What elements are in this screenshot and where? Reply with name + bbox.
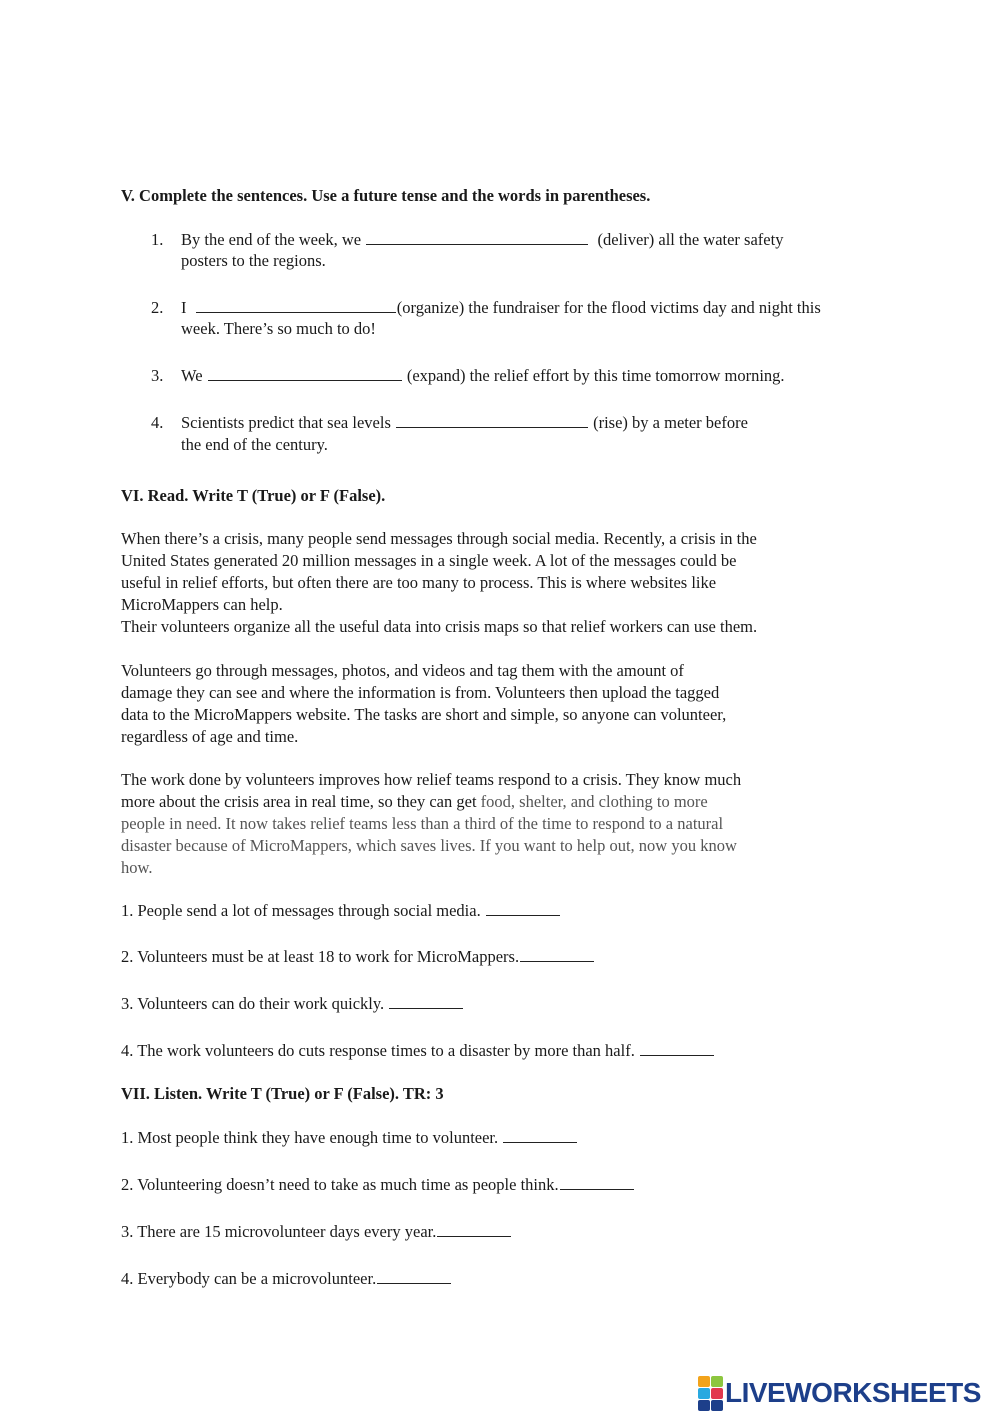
p3-line: more about the crisis area in real time, so they can get food, shelter, and clothing to more xyxy=(121,792,708,811)
s6-question-4: 4. The work volunteers do cuts response times to a disaster by more than half. xyxy=(121,1040,715,1062)
p1-line: MicroMappers can help. xyxy=(121,595,283,614)
p1-line: When there’s a crisis, many people send messages through social media. Recently, a crisis in the xyxy=(121,529,757,548)
s5-item-1-before: By the end of the week, we xyxy=(181,230,362,249)
s5-item-1-line2: posters to the regions. xyxy=(181,251,326,270)
s7-question-2: 2. Volunteering doesn’t need to take as much time as people think. xyxy=(121,1174,635,1196)
s5-item-2 xyxy=(181,297,821,318)
p2-line: data to the MicroMappers website. The tasks are short and simple, so anyone can volunteer, xyxy=(121,705,727,724)
s5-item-1 xyxy=(181,229,783,250)
s5-item-4 xyxy=(181,412,748,433)
p2-line: regardless of age and time. xyxy=(121,727,299,746)
reading-paragraph-2 xyxy=(121,660,841,748)
s6-answer-3-blank[interactable] xyxy=(389,994,463,1009)
reading-paragraph-1 xyxy=(121,528,841,638)
s5-item-2-before: I xyxy=(181,298,187,317)
s5-item-3-after: (expand) the relief effort by this time tomorrow morning. xyxy=(406,366,785,385)
reading-paragraph-3 xyxy=(121,769,841,879)
s5-item-3-blank[interactable] xyxy=(208,366,402,381)
s5-item-2-after: (organize) the fundraiser for the flood victims day and night this xyxy=(396,298,821,317)
s7-question-3: 3. There are 15 microvolunteer days every year. xyxy=(121,1221,512,1243)
p3-line: disaster because of MicroMappers, which saves lives. If you want to help out, now you know xyxy=(121,836,737,855)
section-7-title: VII. Listen. Write T (True) or F (False). TR: 3 xyxy=(121,1084,444,1103)
liveworksheets-logo-text: LIVEWORKSHEETS xyxy=(725,1377,981,1408)
s7-answer-1-blank[interactable] xyxy=(503,1128,577,1143)
s6-question-3: 3. Volunteers can do their work quickly. xyxy=(121,993,464,1015)
s5-item-1-after: (deliver) all the water safety xyxy=(597,230,784,249)
s5-item-3 xyxy=(181,365,785,386)
s6-answer-2-blank[interactable] xyxy=(520,947,594,962)
s5-item-4-number: 4. xyxy=(151,413,164,432)
s5-item-1-blank[interactable] xyxy=(366,230,588,245)
s5-item-2-blank[interactable] xyxy=(196,298,396,313)
s5-item-3-before: We xyxy=(181,366,203,385)
section-5-title: V. Complete the sentences. Use a future tense and the words in parentheses. xyxy=(121,186,651,205)
s7-question-1: 1. Most people think they have enough time to volunteer. xyxy=(121,1127,578,1149)
s7-answer-2-blank[interactable] xyxy=(560,1175,634,1190)
liveworksheets-logo-icon xyxy=(698,1376,722,1410)
s5-item-4-after: (rise) by a meter before xyxy=(593,413,748,432)
s5-item-3-number: 3. xyxy=(151,366,164,385)
s5-item-4-before: Scientists predict that sea levels xyxy=(181,413,391,432)
s5-item-1-number: 1. xyxy=(151,230,164,249)
s5-item-4-blank[interactable] xyxy=(396,413,588,428)
s5-item-4-line2: the end of the century. xyxy=(181,435,328,454)
p1-line: useful in relief efforts, but often there are too many to process. This is where websites like xyxy=(121,573,717,592)
p3-line: how. xyxy=(121,858,153,877)
s7-answer-4-blank[interactable] xyxy=(377,1269,451,1284)
section-6-title: VI. Read. Write T (True) or F (False). xyxy=(121,486,386,505)
p2-line: Volunteers go through messages, photos, and videos and tag them with the amount of xyxy=(121,661,684,680)
p1-line: Their volunteers organize all the useful data into crisis maps so that relief workers can use them. xyxy=(121,617,758,636)
s7-answer-3-blank[interactable] xyxy=(437,1222,511,1237)
s5-item-2-number: 2. xyxy=(151,298,164,317)
s6-question-1: 1. People send a lot of messages through social media. xyxy=(121,900,561,922)
s6-answer-1-blank[interactable] xyxy=(486,901,560,916)
p2-line: damage they can see and where the information is from. Volunteers then upload the tagged xyxy=(121,683,720,702)
s6-question-2: 2. Volunteers must be at least 18 to work for MicroMappers. xyxy=(121,946,595,968)
p3-line: people in need. It now takes relief teams less than a third of the time to respond to a natural xyxy=(121,814,724,833)
p1-line: United States generated 20 million messages in a single week. A lot of the messages could be xyxy=(121,551,737,570)
s5-item-2-line2: week. There’s so much to do! xyxy=(181,319,376,338)
s6-answer-4-blank[interactable] xyxy=(640,1041,714,1056)
p3-line: The work done by volunteers improves how relief teams respond to a crisis. They know much xyxy=(121,770,742,789)
liveworksheets-logo[interactable] xyxy=(698,1375,981,1411)
s7-question-4: 4. Everybody can be a microvolunteer. xyxy=(121,1268,452,1290)
